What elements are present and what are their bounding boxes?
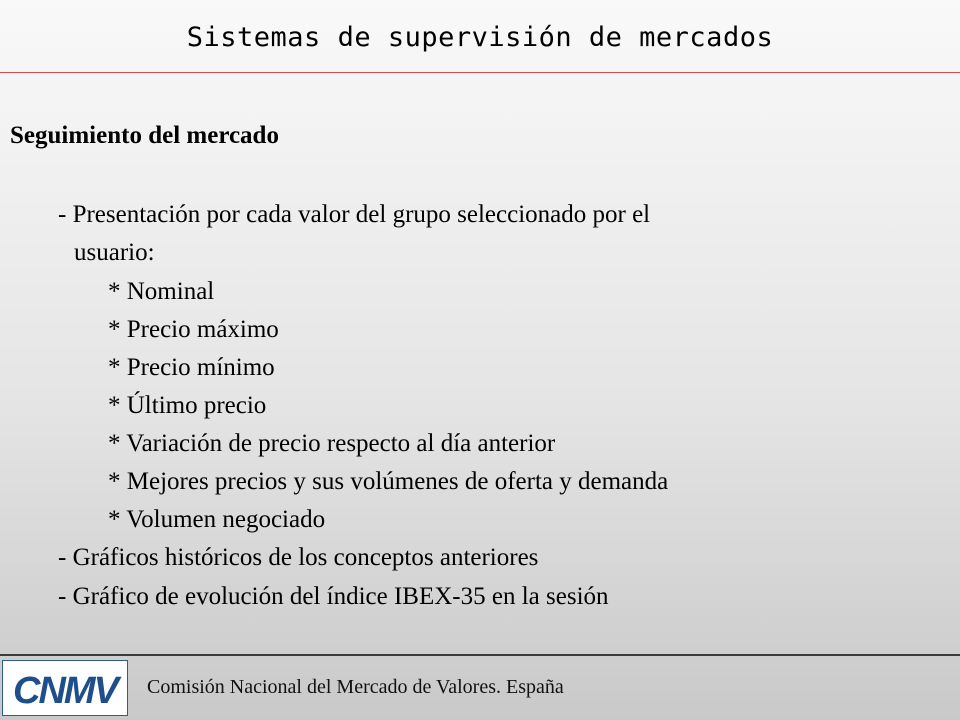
sub-bullet-precio-maximo: * Precio máximo	[108, 316, 279, 343]
sub-bullet-variacion: * Variación de precio respecto al día anterior	[108, 430, 556, 457]
bullet-grafico-ibex: - Gráfico de evolución del índice IBEX-35 en la sesión	[58, 583, 609, 610]
bullet-presentacion: - Presentación por cada valor del grupo seleccionado por el	[58, 201, 651, 228]
footer-divider	[0, 654, 960, 656]
bullet-graficos-historicos: - Gráficos históricos de los conceptos anteriores	[58, 544, 539, 571]
title-divider	[0, 72, 960, 73]
sub-bullet-mejores-precios: * Mejores precios y sus volúmenes de oferta y demanda	[108, 468, 669, 495]
sub-bullet-nominal: * Nominal	[108, 278, 215, 305]
footer-organization: Comisión Nacional del Mercado de Valores. España	[147, 676, 564, 698]
sub-bullet-precio-minimo: * Precio mínimo	[108, 354, 275, 381]
slide-title: Sistemas de supervisión de mercados	[186, 22, 774, 53]
sub-bullet-ultimo-precio: * Último precio	[108, 392, 267, 419]
cnmv-logo	[2, 660, 128, 716]
sub-bullet-volumen: * Volumen negociado	[108, 506, 326, 533]
section-heading: Seguimiento del mercado	[10, 122, 279, 149]
bullet-presentacion-cont: usuario:	[74, 239, 155, 266]
cnmv-logo-text: CNMV	[13, 670, 117, 712]
